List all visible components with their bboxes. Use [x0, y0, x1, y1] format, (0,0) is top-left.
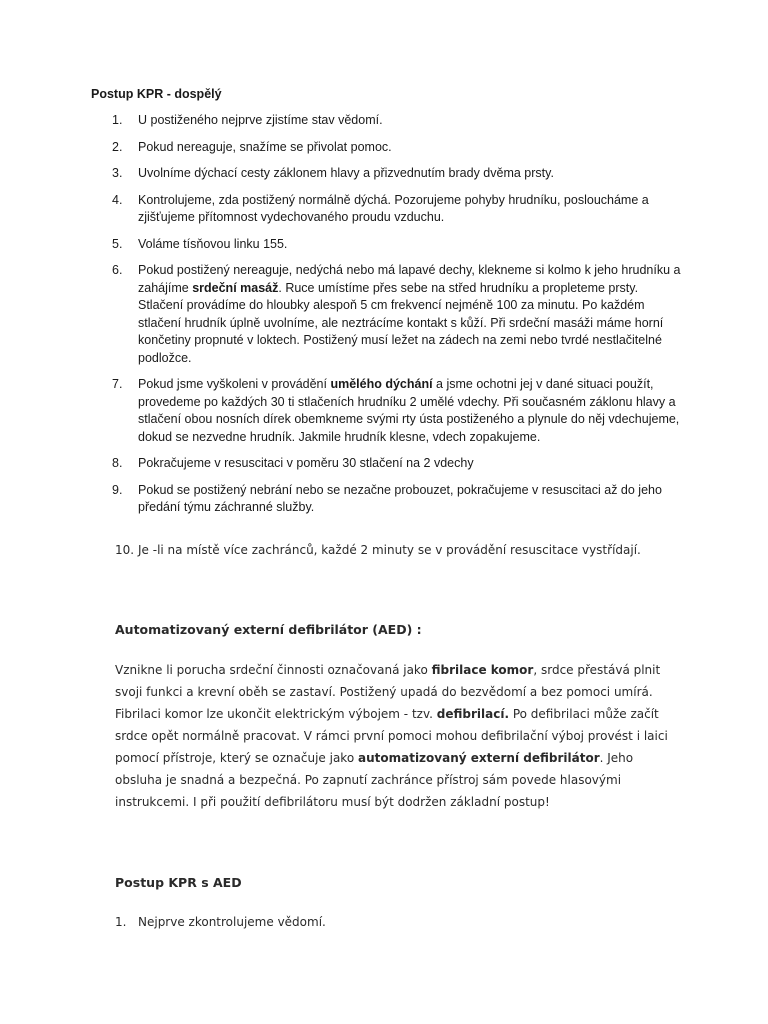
kpr-aed-heading: Postup KPR s AED — [115, 875, 242, 890]
kpr-step — [112, 165, 682, 183]
list-number: 10. — [115, 543, 135, 557]
step-text: Pokud nereaguje, snažíme se přivolat pomoc. — [138, 139, 392, 154]
list-number: 7. — [112, 377, 123, 391]
para-text: . Jeho obsluha je snadná a bezpečná. Po zapnutí zachránce přístroj sám povede hlasovými instrukcemi. I při použití defibrilátoru musí být dodržen základní postup! — [115, 751, 634, 809]
para-text: Po defibrilaci může začít srdce opět normálně pracovat. V rámci první pomoci mohou defibrilační výboj provést i laici pomocí přístroje, který se označuje jako — [115, 707, 668, 765]
step-text: Pokud postižený nereaguje, nedýchá nebo má lapavé dechy, klekneme si kolmo k jeho hrudníku a zahájíme — [138, 263, 681, 295]
step-text: Kontrolujeme, zda postižený normálně dýchá. Pozorujeme pohyby hrudníku, posloucháme a zjišťujeme přítomnost vydechovaného proudu vzduchu. — [138, 192, 649, 224]
step-text: Pokračujeme v resuscitaci v poměru 30 stlačení na 2 vdechy — [138, 456, 474, 470]
kpr-step — [112, 139, 682, 157]
kpr-heading: Postup KPR - dospělý — [91, 87, 222, 101]
list-number: 1. — [115, 915, 127, 929]
aed-paragraph — [115, 659, 675, 813]
bold-term: srdeční masáž — [192, 280, 279, 295]
para-text: , srdce přestává plnit svoji funkci a krevní oběh se zastaví. Postižený upadá do bezvědomí a bez pomoci umírá. Fibrilaci komor lze ukončit elektrickým výbojem - tzv. — [115, 663, 661, 721]
bold-term: automatizovaný externí defibrilátor — [357, 751, 600, 765]
list-number: 5. — [112, 236, 123, 251]
bold-term: defibrilací. — [436, 707, 510, 721]
kpr-step — [112, 236, 682, 254]
step-text: a jsme ochotni jej v dané situaci použít, provedeme po každých 30 ti stlačeních hrudníku 2 umělé vdechy. Při současném záklonu hlavy a stlačení obou nosních dírek obemkneme svými rty ústa postiženého a plynule do něj vdechujeme, dokud se nezvedne hrudník. Jakmile hrudník klesne, vdech zopakujeme. — [138, 377, 680, 444]
kpr-aed-step — [115, 913, 326, 931]
aed-heading: Automatizovaný externí defibrilátor (AED) : — [115, 622, 422, 637]
step-text: Uvolníme dýchací cesty záklonem hlavy a přizvednutím brady dvěma prsty. — [138, 166, 554, 180]
list-number: 6. — [112, 263, 123, 277]
list-number: 8. — [112, 456, 123, 470]
kpr-steps-list — [112, 112, 682, 526]
list-number: 2. — [112, 139, 123, 154]
step-text: Voláme tísňovou linku 155. — [138, 236, 288, 251]
kpr-step — [112, 112, 682, 130]
step-text: Je -li na místě více zachránců, každé 2 minuty se v provádění resuscitace vystřídají. — [138, 543, 641, 557]
kpr-step — [112, 455, 682, 473]
bold-term: umělého dýchání — [330, 377, 433, 391]
step-text: Pokud jsme vyškoleni v provádění — [138, 377, 331, 391]
step-text: . Ruce umístíme přes sebe na střed hrudníku a propleteme prsty. Stlačení provádíme do hloubky alespoň 5 cm frekvencí nejméně 100 za minutu. Po každém stlačení hrudník úplně uvolníme, ale neztrácíme kontakt s kůží. Při srdeční masáži máme horní končetiny propnuté v loktech. Postižený musí ležet na zádech na zemi nebo tvrdé nestlačitelné podložce. — [138, 280, 664, 365]
list-number: 9. — [112, 482, 123, 497]
kpr-step-10 — [115, 541, 715, 559]
para-text: Vznikne li porucha srdeční činnosti označovaná jako — [115, 663, 432, 677]
step-text: Nejprve zkontrolujeme vědomí. — [138, 915, 326, 929]
list-number: 1. — [112, 113, 123, 127]
kpr-step — [112, 192, 682, 227]
list-number: 3. — [112, 166, 123, 180]
kpr-step — [112, 376, 682, 446]
kpr-step — [112, 482, 682, 517]
list-number: 4. — [112, 192, 123, 207]
kpr-step — [112, 262, 682, 367]
bold-term: fibrilace komor — [431, 663, 534, 677]
step-text: U postiženého nejprve zjistíme stav vědomí. — [138, 113, 383, 127]
step-text: Pokud se postižený nebrání nebo se nezačne probouzet, pokračujeme v resuscitaci až do jeho předání týmu záchranné služby. — [138, 482, 662, 514]
